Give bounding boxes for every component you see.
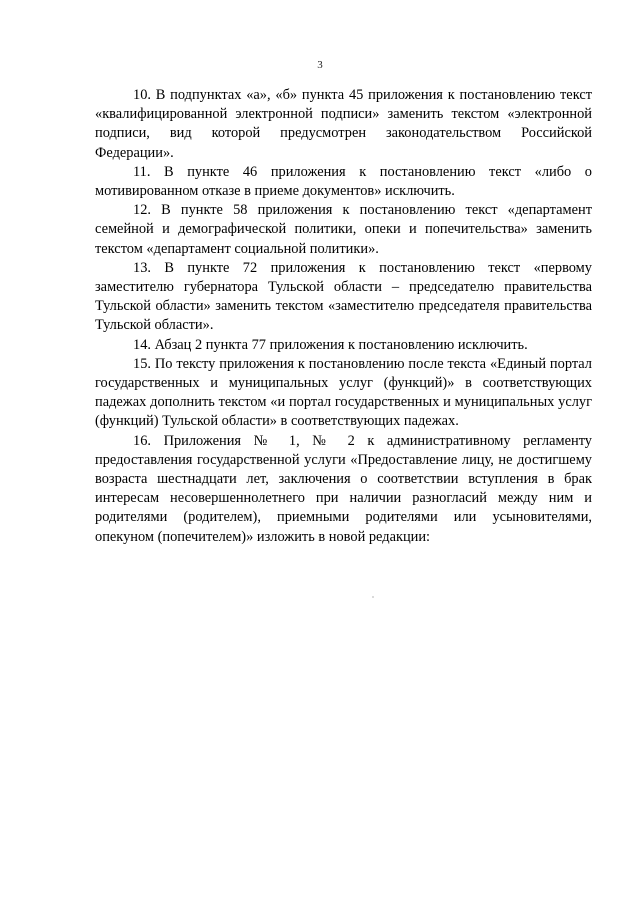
- paragraph-item-13: 13. В пункте 72 приложения к постановлению текст «первому заместителю губернатора Тульской области – председателю правительства Тульской области» заменить текстом «заместителю председателя правительства Тульской области».: [95, 259, 592, 334]
- document-body: [95, 86, 592, 547]
- paragraph-item-16: 16. Приложения № 1, № 2 к административному регламенту предоставления государственной услуги «Предоставление лицу, не достигшему возраста шестнадцати лет, заключения о соответствии вступления в брак интересам несовершеннолетнего при наличии разногласий между ним и родителями (родителем), приемными родителями или усыновителями, опекуном (попечителем)» изложить в новой редакции:: [95, 432, 592, 545]
- paragraph-item-10: 10. В подпунктах «а», «б» пункта 45 приложения к постановлению текст «квалифицированной электронной подписи» заменить текстом «электронной подписи, вид которой предусмотрен законодательством Российской Федерации».: [95, 87, 592, 161]
- scan-speck: [372, 596, 374, 598]
- page-number: 3: [317, 59, 323, 71]
- paragraph-item-12: 12. В пункте 58 приложения к постановлению текст «департамент семейной и демографической политики, опеки и попечительства» заменить текстом «департамент социальной политики».: [95, 202, 592, 257]
- paragraph-item-11: 11. В пункте 46 приложения к постановлению текст «либо о мотивированном отказе в приеме документов» исключить.: [95, 163, 592, 200]
- paragraph-item-14: 14. Абзац 2 пункта 77 приложения к постановлению исключить.: [133, 336, 528, 353]
- paragraph-item-15: 15. По тексту приложения к постановлению после текста «Единый портал государственных и муниципальных услуг (функций)» в соответствующих падежах дополнить текстом «и портал государственных и муниципальных услуг (функций) Тульской области» в соответствующих падежах.: [95, 355, 592, 430]
